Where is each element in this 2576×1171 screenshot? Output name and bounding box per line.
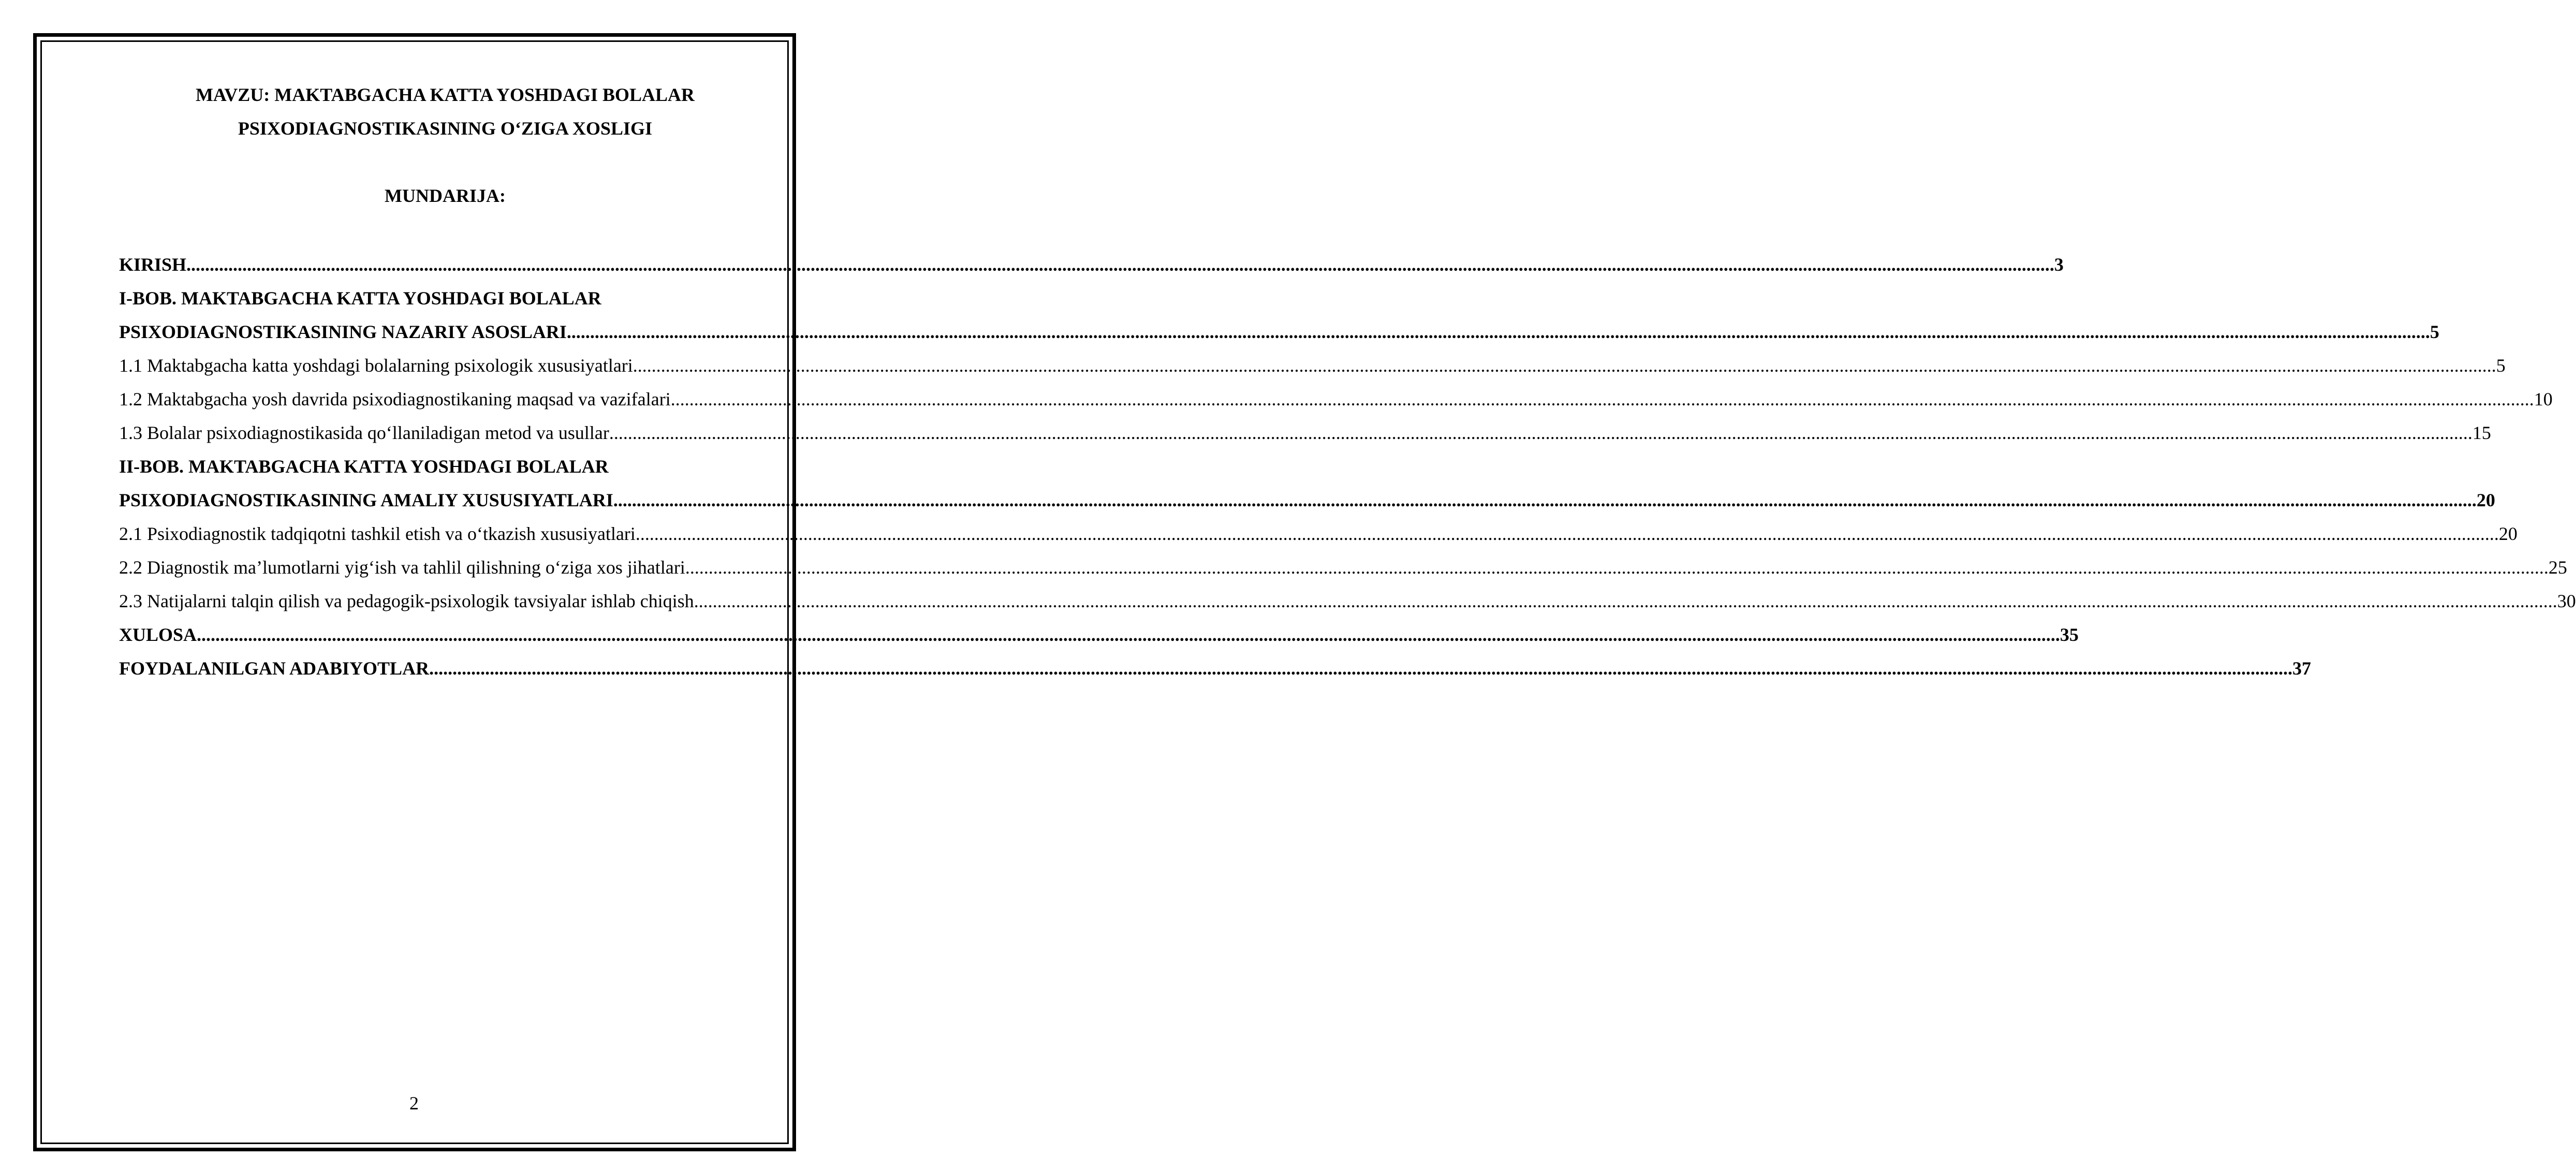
toc-dot-leader: ................................................................................................................................................................................................................................................................................................................................................................................................................ bbox=[685, 557, 2549, 578]
toc-entry-title: FOYDALANILGAN ADABIYOTLAR bbox=[119, 658, 430, 679]
toc-dot-leader: ................................................................................................................................................................................................................................................................................................................................................................................................................ bbox=[609, 422, 2472, 443]
table-of-contents bbox=[119, 251, 2576, 689]
toc-entry-xulosa[interactable] bbox=[119, 621, 2079, 655]
toc-entry-title: KIRISH bbox=[119, 254, 187, 275]
toc-entry-page: 37 bbox=[2292, 658, 2312, 679]
toc-dot-leader: ................................................................................................................................................................................................................................................................................................................................................................................................................ bbox=[186, 254, 2050, 275]
document-title-line-1: MAVZU: MAKTABGACHA KATTA YOSHDAGI BOLALAR bbox=[195, 84, 695, 105]
toc-entry-page: .3 bbox=[2050, 254, 2064, 275]
toc-entry-1-1[interactable] bbox=[119, 352, 2506, 386]
toc-entry-title: I-BOB. MAKTABGACHA KATTA YOSHDAGI BOLALAR bbox=[119, 288, 601, 309]
toc-entry-page: 30 bbox=[2557, 591, 2576, 611]
toc-dot-leader: ................................................................................................................................................................................................................................................................................................................................................................................................................ bbox=[613, 490, 2477, 510]
toc-entry-chapter-1-line-2[interactable] bbox=[119, 318, 2439, 352]
toc-entry-1-3[interactable] bbox=[119, 419, 2491, 453]
toc-entry-chapter-1-line-1[interactable] bbox=[119, 285, 765, 318]
toc-dot-leader: ................................................................................................................................................................................................................................................................................................................................................................................................................ bbox=[670, 389, 2534, 409]
toc-entry-title: 2.1 Psixodiagnostik tadqiqotni tashkil etish va o‘tkazish xususiyatlari bbox=[119, 523, 636, 544]
toc-entry-title: 1.3 Bolalar psixodiagnostikasida qo‘llaniladigan metod va usullar bbox=[119, 422, 609, 443]
toc-entry-title: 1.1 Maktabgacha katta yoshdagi bolalarning psixologik xususiyatlari bbox=[119, 355, 633, 376]
toc-entry-title: 2.3 Natijalarni talqin qilish va pedagogik-psixologik tavsiyalar ishlab chiqish bbox=[119, 591, 694, 611]
toc-entry-page: 10 bbox=[2534, 389, 2553, 409]
toc-entry-adabiyotlar[interactable] bbox=[119, 655, 2312, 689]
toc-entry-page: 20 bbox=[2476, 490, 2495, 510]
toc-entry-kirish[interactable] bbox=[119, 251, 2064, 285]
toc-entry-2-3[interactable] bbox=[119, 588, 2576, 621]
toc-entry-page: 20 bbox=[2498, 523, 2518, 544]
toc-entry-page: 15 bbox=[2472, 422, 2491, 443]
toc-entry-title: II-BOB. MAKTABGACHA KATTA YOSHDAGI BOLALAR bbox=[119, 456, 609, 477]
toc-entry-title: PSIXODIAGNOSTIKASINING AMALIY XUSUSIYATLARI bbox=[119, 490, 613, 510]
toc-entry-title: 2.2 Diagnostik ma’lumotlarni yig‘ish va tahlil qilishning o‘ziga xos jihatlari bbox=[119, 557, 685, 578]
toc-entry-title: 1.2 Maktabgacha yosh davrida psixodiagnostikaning maqsad va vazifalari bbox=[119, 389, 671, 409]
toc-heading: MUNDARIJA: bbox=[385, 185, 506, 206]
toc-entry-page: 25 bbox=[2548, 557, 2567, 578]
toc-entry-page: 35 bbox=[2060, 624, 2079, 645]
page-number: 2 bbox=[409, 1093, 419, 1114]
toc-entry-chapter-2-line-1[interactable] bbox=[119, 453, 765, 487]
toc-entry-2-1[interactable] bbox=[119, 520, 2518, 554]
toc-dot-leader: ................................................................................................................................................................................................................................................................................................................................................................................................................ bbox=[566, 321, 2430, 342]
toc-entry-title: PSIXODIAGNOSTIKASINING NAZARIY ASOSLARI bbox=[119, 321, 567, 342]
toc-dot-leader: ................................................................................................................................................................................................................................................................................................................................................................................................................ bbox=[197, 624, 2060, 645]
toc-entry-page: 5 bbox=[2430, 321, 2439, 342]
toc-entry-chapter-2-line-2[interactable] bbox=[119, 487, 2495, 520]
toc-entry-1-2[interactable] bbox=[119, 386, 2553, 419]
document-title-line-2: PSIXODIAGNOSTIKASINING O‘ZIGA XOSLIGI bbox=[238, 118, 653, 139]
toc-dot-leader: ................................................................................................................................................................................................................................................................................................................................................................................................................ bbox=[694, 591, 2557, 611]
toc-dot-leader: ................................................................................................................................................................................................................................................................................................................................................................................................................ bbox=[429, 658, 2293, 679]
toc-entry-page: 5 bbox=[2496, 355, 2506, 376]
toc-entry-title: XULOSA bbox=[119, 624, 197, 645]
toc-dot-leader: ................................................................................................................................................................................................................................................................................................................................................................................................................ bbox=[632, 355, 2496, 376]
toc-dot-leader: ................................................................................................................................................................................................................................................................................................................................................................................................................ bbox=[635, 523, 2499, 544]
toc-entry-2-2[interactable] bbox=[119, 554, 2567, 588]
